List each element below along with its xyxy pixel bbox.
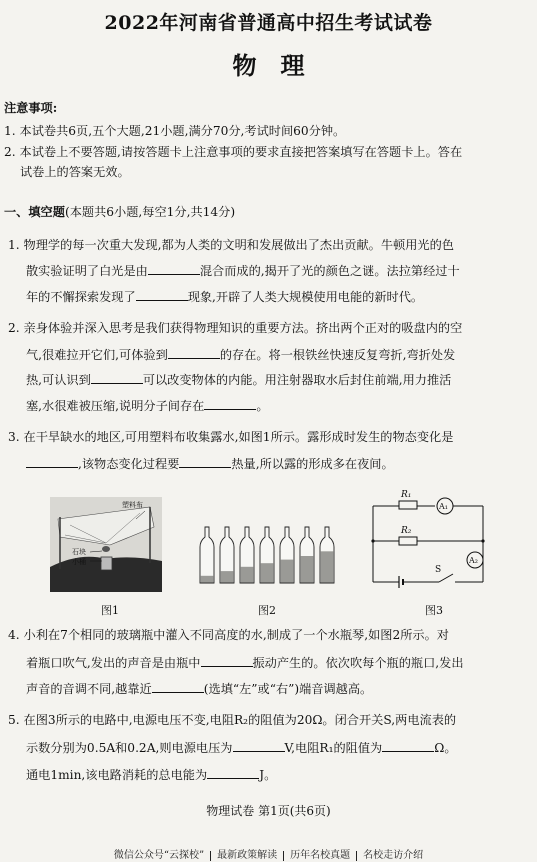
answer-blank xyxy=(233,740,285,752)
answer-blank xyxy=(201,655,253,667)
notice-heading: 注意事项: xyxy=(4,101,58,115)
footer-bar-item: 最新政策解读 xyxy=(217,850,278,861)
answer-blank xyxy=(152,681,204,693)
figure-2-water-bottles xyxy=(194,525,336,587)
bottle xyxy=(260,527,274,583)
water-level xyxy=(301,556,313,582)
fig3-label-a1: A₁ xyxy=(439,502,448,511)
bottle xyxy=(280,527,294,583)
fig1-label-plastic: 塑料布 xyxy=(122,501,143,509)
q5-line-3: 通电1min,该电路消耗的总电能为 J。 xyxy=(26,768,277,782)
answer-blank xyxy=(168,347,220,359)
bottle xyxy=(300,527,314,583)
fig3-label-a2: A₂ xyxy=(469,556,478,565)
q5-line-1: 5. 在图3所示的电路中,电源电压不变,电阻R₂的阻值为20Ω。闭合开关S,两电流表的 xyxy=(8,713,457,727)
q2-line-4: 塞,水很难被压缩,说明分子间存在 。 xyxy=(26,399,269,413)
subject-title: 物理 xyxy=(232,51,329,80)
fig1-label-bucket: 小桶 xyxy=(72,558,86,566)
answer-blank xyxy=(136,289,188,301)
water-level xyxy=(321,551,333,582)
fig3-label-r2: R₂ xyxy=(401,526,412,536)
fig1-label-stone: 石块 xyxy=(72,548,86,556)
q2-line-1: 2. 亲身体验并深入思考是我们获得物理知识的重要方法。挤出两个正对的吸盘内的空 xyxy=(8,321,463,335)
section-note: (本题共6小题,每空1分,共14分) xyxy=(64,205,236,219)
water-level xyxy=(201,576,213,583)
answer-blank xyxy=(204,398,256,410)
answer-blank xyxy=(179,456,231,468)
footer-separator xyxy=(210,851,211,861)
footer-bar-item: 微信公众号“云探校” xyxy=(113,850,205,861)
q3-line-1: 3. 在干旱缺水的地区,可用塑料布收集露水,如图1所示。露形成时发生的物态变化是 xyxy=(8,430,454,444)
answer-blank xyxy=(207,767,259,779)
q2-line-2: 气,很难拉开它们,可体验到 的存在。将一根铁丝快速反复弯折,弯折处发 xyxy=(26,348,456,362)
q4-line-3: 声音的音调不同,越靠近 (选填“左”或“右”)端音调越高。 xyxy=(26,682,373,696)
water-level xyxy=(281,560,293,583)
q5-line-2: 示数分别为0.5A和0.2A,则电源电压为 V,电阻R₁的阻值为 Ω。 xyxy=(26,741,457,755)
fig3-label-s: S xyxy=(435,565,442,575)
bottle xyxy=(200,527,214,583)
notice-item-1: 1. 本试卷共6页,五个大题,21小题,满分70分,考试时间60分钟。 xyxy=(4,124,346,138)
answer-blank xyxy=(91,372,143,384)
exam-title: 2022年河南省普通高中招生考试试卷 xyxy=(104,12,433,34)
footer-bar-item: 历年名校真题 xyxy=(290,850,351,861)
fig3-label-r1: R₁ xyxy=(401,490,412,500)
q1-line-1: 1. 物理学的每一次重大发现,都为人类的文明和发展做出了杰出贡献。牛顿用光的色 xyxy=(8,238,454,252)
answer-blank xyxy=(26,456,78,468)
q4-line-2: 着瓶口吹气,发出的声音是由瓶中 振动产生的。依次吹每个瓶的瓶口,发出 xyxy=(26,656,464,670)
bottle xyxy=(320,527,334,583)
figure-1-caption: 图1 xyxy=(101,604,119,617)
water-level xyxy=(261,563,273,582)
figure-3-caption: 图3 xyxy=(425,604,443,617)
q3-line-2: ,该物态变化过程要 热量,所以露的形成多在夜间。 xyxy=(26,456,394,471)
footer-bar xyxy=(0,846,537,861)
page-number: 物理试卷 第1页(共6页) xyxy=(206,804,331,818)
q2-line-3: 热,可认识到 可以改变物体的内能。用注射器取水后封住前端,用力推活 xyxy=(26,373,452,387)
notice-item-2-cont: 试卷上的答案无效。 xyxy=(20,165,130,179)
bottle xyxy=(240,527,254,583)
footer-bar-item: 名校走访介绍 xyxy=(363,850,424,861)
footer-separator xyxy=(356,851,357,861)
notice-item-2: 2. 本试卷上不要答题,请按答题卡上注意事项的要求直接把答案填写在答题卡上。答在 xyxy=(4,145,463,159)
water-level xyxy=(221,571,233,582)
figure-3-circuit xyxy=(365,486,493,594)
bottle xyxy=(220,527,234,583)
section-heading xyxy=(4,205,235,219)
figure-2-caption: 图2 xyxy=(258,604,276,617)
footer-separator xyxy=(283,851,284,861)
figure-1-dew-collector xyxy=(50,497,162,592)
answer-blank xyxy=(148,263,200,275)
water-level xyxy=(241,567,253,583)
q1-line-3: 年的不懈探索发现了 现象,开辟了人类大规模使用电能的新时代。 xyxy=(26,290,424,304)
answer-blank xyxy=(382,740,434,752)
q4-line-1: 4. 小利在7个相同的玻璃瓶中灌入不同高度的水,制成了一个水瓶琴,如图2所示。对 xyxy=(8,628,449,642)
q1-line-2: 散实验证明了白光是由 混合而成的,揭开了光的颜色之谜。法拉第经过十 xyxy=(26,264,460,278)
section-title: 一、填空题 xyxy=(4,205,65,219)
